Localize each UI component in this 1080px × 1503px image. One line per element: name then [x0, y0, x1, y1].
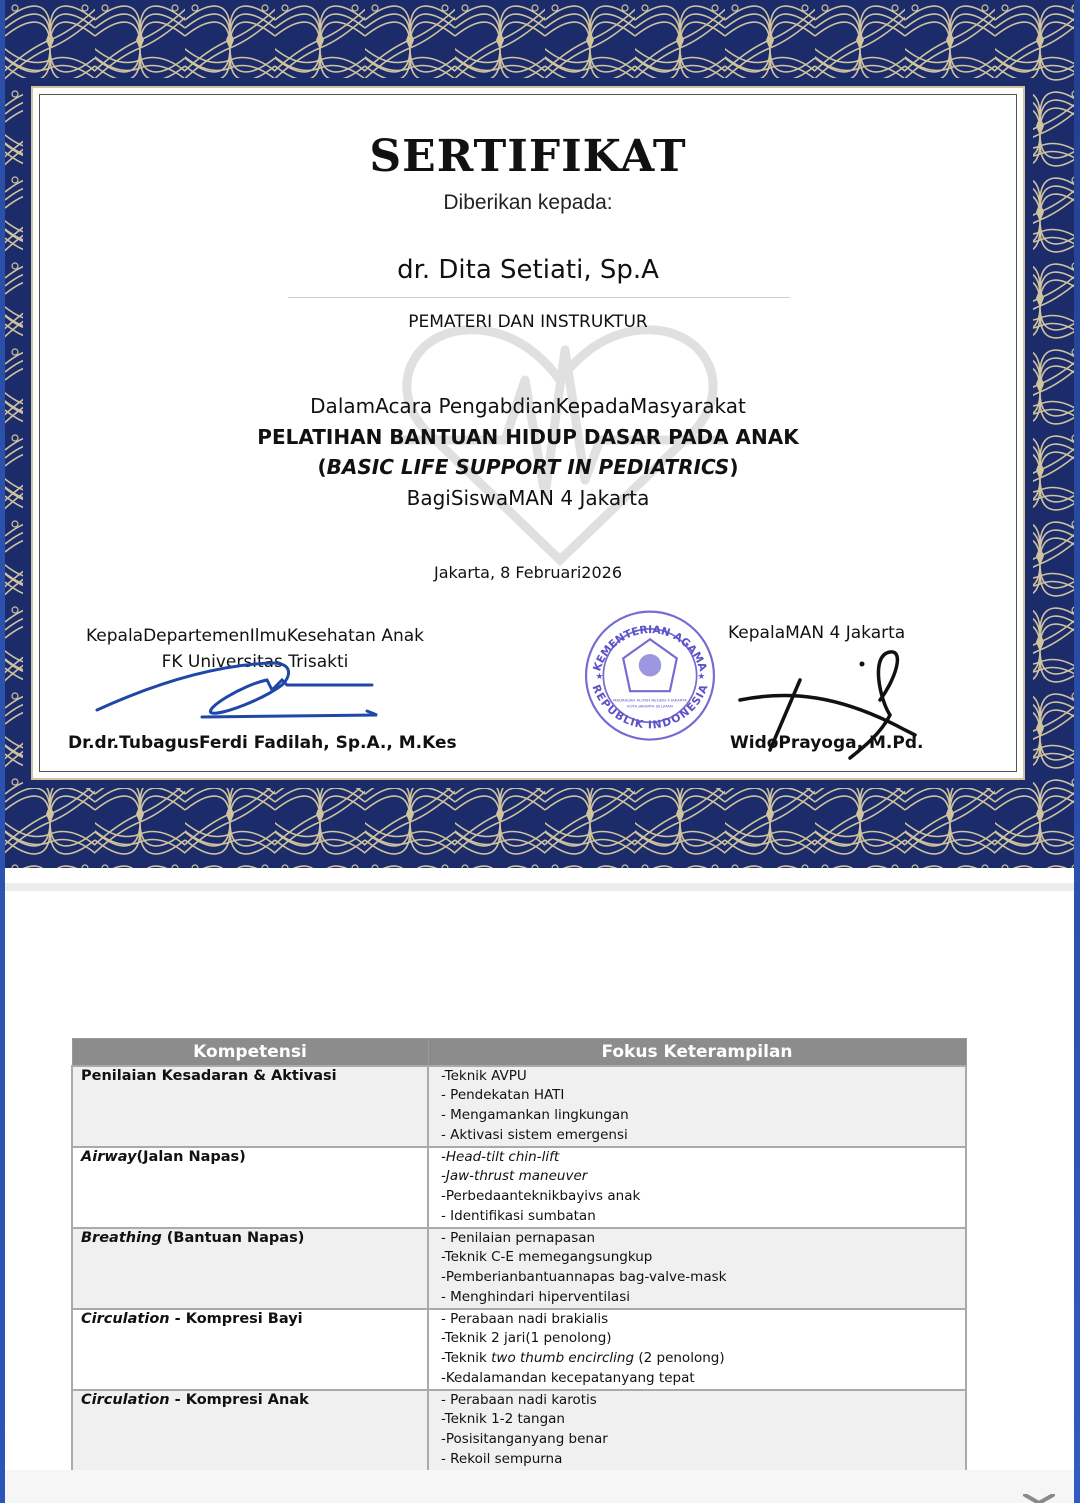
competency-label: (Jalan Napas): [136, 1148, 246, 1165]
competency-cell: [72, 1147, 428, 1228]
competency-italic: Circulation: [81, 1310, 170, 1327]
stamp-outer-bottom: REPUBLIK INDONESIA: [589, 682, 711, 732]
skill-item: -Teknik 1-2 tangan: [441, 1411, 565, 1428]
signature-left-icon: [92, 655, 392, 725]
skill-item: - Aktivasi sistem emergensi: [441, 1126, 628, 1143]
stamp-inner-line1: MADRASAH ALIYAH NEGERI 4 JAKARTA: [613, 697, 687, 703]
competency-label: Penilaian Kesadaran & Aktivasi: [81, 1067, 337, 1084]
skill-item: - Rekoil sempurna: [441, 1450, 563, 1467]
signatory-left-title-line1: KepalaDepartemenIlmuKesehatan Anak: [85, 626, 425, 646]
skill-item-prefix: -Teknik: [441, 1350, 492, 1366]
skill-item: [441, 1349, 965, 1369]
competency-cell: [72, 1066, 428, 1147]
certificate-title: SERTIFIKAT: [369, 131, 687, 182]
header-competency: Kompetensi: [72, 1039, 428, 1066]
table-row: [72, 1066, 966, 1147]
paren-open: (: [317, 455, 327, 479]
competency-label: - Kompresi Bayi: [169, 1310, 303, 1327]
competency-label: (Bantuan Napas): [161, 1229, 305, 1246]
table-row: [72, 1309, 966, 1390]
competency-italic: Airway: [81, 1148, 137, 1165]
skills-cell: [428, 1066, 966, 1147]
skill-item: - Menghindari hiperventilasi: [441, 1288, 630, 1305]
skill-item: -Teknik 2 jari(1 penolong): [441, 1330, 612, 1347]
signatory-left-title-line2: FK Universitas Trisakti: [161, 652, 349, 672]
table-row: [72, 1147, 966, 1228]
competency-table: [71, 1038, 967, 1489]
name-underline: [288, 297, 790, 298]
skills-cell: [428, 1309, 966, 1390]
bottom-sheet-bar: [5, 1470, 1074, 1503]
given-to-label: Diberikan kepada:: [443, 191, 613, 214]
skill-item: -Teknik AVPU: [441, 1067, 527, 1084]
recipient-role: PEMATERI DAN INSTRUKTUR: [408, 312, 648, 332]
event-subtitle-text: BASIC LIFE SUPPORT IN PEDIATRICS: [326, 455, 730, 479]
svg-text:★: ★: [595, 672, 604, 683]
chevron-down-icon[interactable]: [1022, 1494, 1056, 1503]
skill-item: - Perabaan nadi karotis: [441, 1391, 597, 1408]
competency-label: - Kompresi Anak: [169, 1391, 309, 1408]
event-intro: DalamAcara PengabdianKepadaMasyarakat: [310, 394, 746, 418]
skill-item: [441, 1148, 965, 1168]
competency-table-container: [71, 1038, 967, 1489]
competency-italic: Breathing: [81, 1229, 162, 1246]
paren-close: ): [729, 455, 739, 479]
signatory-right-title: KepalaMAN 4 Jakarta: [728, 623, 906, 643]
skill-item: - Identifikasi sumbatan: [441, 1207, 596, 1224]
signatory-left-name: Dr.dr.TubagusFerdi Fadilah, Sp.A., M.Kes: [68, 733, 457, 753]
skill-item: -Teknik C-E memegangsungkup: [441, 1249, 653, 1266]
event-title: PELATIHAN BANTUAN HIDUP DASAR PADA ANAK: [257, 425, 799, 449]
skills-cell: [428, 1228, 966, 1309]
page-separator-bar: [5, 883, 1074, 891]
certificate-page: [5, 0, 1074, 868]
skill-item: - Perabaan nadi brakialis: [441, 1310, 609, 1327]
header-skill-focus: Fokus Keterampilan: [428, 1039, 966, 1066]
signatory-right-name: WidoPrayoga, M.Pd.: [730, 733, 924, 753]
competency-cell: [72, 1309, 428, 1390]
skill-item-italic: -Head-tilt chin-lift: [441, 1148, 560, 1165]
skill-item: -Pemberianbantuannapas bag-valve-mask: [441, 1269, 727, 1285]
skill-item: - Mengamankan lingkungan: [441, 1107, 629, 1123]
skill-item-suffix: (2 penolong): [634, 1350, 725, 1366]
skill-item: -Posisitanganyang benar: [441, 1431, 608, 1447]
skill-item-italic: -Jaw-thrust maneuver: [441, 1168, 588, 1185]
skill-item: -Kedalamandan kecepatanyang tepat: [441, 1369, 695, 1386]
stamp-outer-top: KEMENTERIAN AGAMA: [590, 623, 710, 673]
recipient-name: dr. Dita Setiati, Sp.A: [397, 255, 659, 285]
skill-item: [441, 1167, 965, 1187]
event-target: BagiSiswaMAN 4 Jakarta: [406, 486, 650, 510]
stamp-inner-line2: KOTA JAKARTA SELATAN: [627, 703, 673, 709]
skill-item: - Pendekatan HATI: [441, 1087, 565, 1104]
skill-item: - Penilaian pernapasan: [441, 1229, 596, 1246]
certificate-body: [39, 94, 1017, 772]
table-header-row: [72, 1039, 966, 1066]
competency-italic: Circulation: [81, 1391, 170, 1408]
skills-cell: [428, 1147, 966, 1228]
svg-text:★: ★: [697, 672, 706, 683]
event-subtitle: [40, 455, 1016, 479]
skill-item: -Perbedaanteknikbayivs anak: [441, 1188, 641, 1204]
competency-cell: [72, 1228, 428, 1309]
place-date: Jakarta, 8 Februari2026: [434, 563, 622, 582]
page-separator: [5, 868, 1074, 892]
viewer-edge-right: [1074, 0, 1080, 1503]
official-stamp-icon: [580, 598, 720, 748]
skill-item-italic: two thumb encircling: [491, 1350, 635, 1366]
table-row: [72, 1228, 966, 1309]
